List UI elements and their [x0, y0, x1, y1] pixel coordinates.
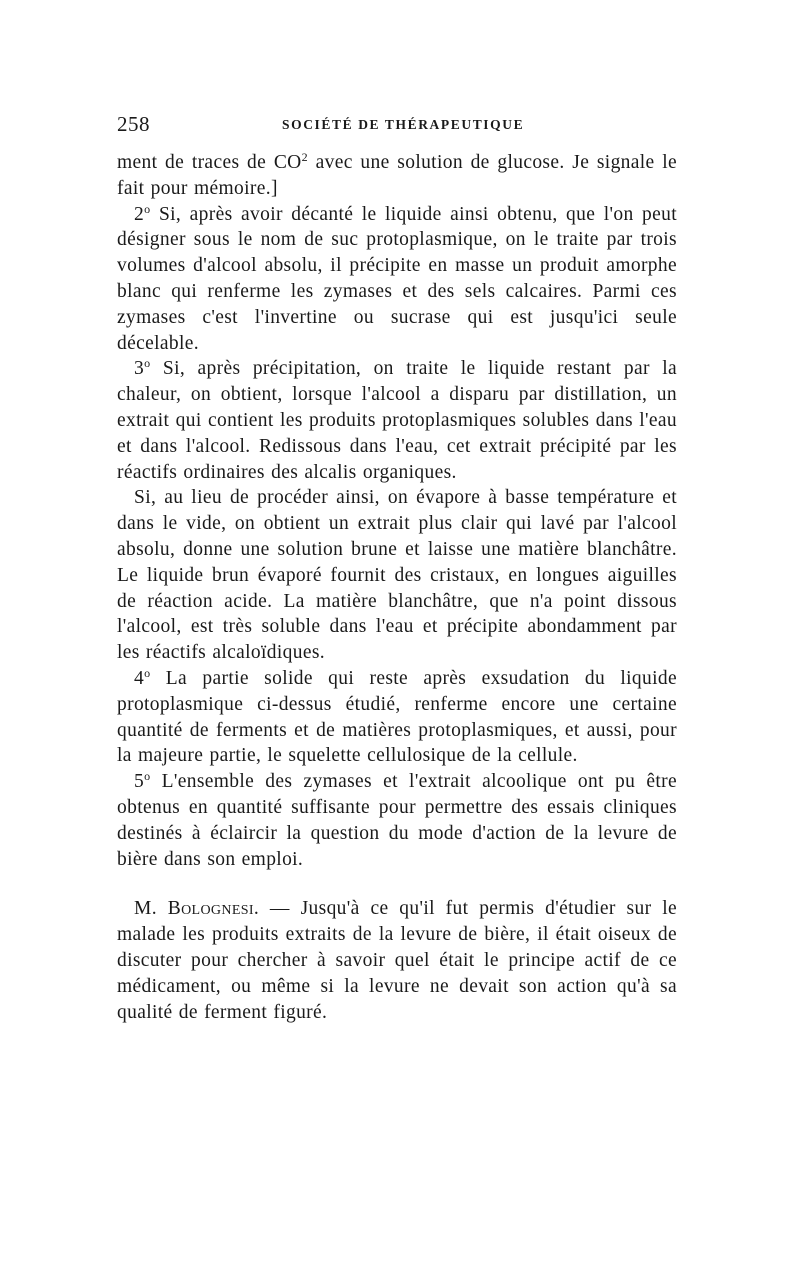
paragraph-continuation [117, 150, 677, 202]
paragraph-item-3 [117, 356, 677, 485]
body-text [117, 150, 677, 1025]
paragraph-text: L'ensemble des zymases et l'extrait alcoolique ont pu être obtenus en quantité suffisante pour permettre des essais cliniques destinés à éclaircir la question du mode d'action de la levure de bière dans son emploi. [117, 771, 677, 870]
ordinal-suffix: o [144, 665, 151, 680]
speaker-suffix: . — [253, 898, 301, 920]
ordinal-suffix: o [144, 201, 151, 216]
discussion-paragraph [117, 896, 677, 1025]
page-header [117, 112, 677, 142]
paragraph-text: La partie solide qui reste après exsudation du liquide protoplasmique ci-dessus étudié, renferme encore une certaine quantité de ferments et de matières protoplasmiques, et aussi, pour la majeure partie, le squelette cellulosique de la cellule. [117, 667, 677, 767]
speaker-prefix: M. [134, 898, 168, 920]
paragraph-alternative-method [117, 485, 677, 666]
speaker-name: Bolognesi [167, 898, 254, 920]
paragraph-item-2 [117, 202, 677, 357]
paragraph-text: Si, après avoir décanté le liquide ainsi obtenu, que l'on peut désigner sous le nom de suc protoplasmique, on le traite par trois volumes d'alcool absolu, il précipite en masse un produit amorphe blanc qui renferme les zymases et des sels calcaires. Parmi ces zymases c'est l'invertine ou sucrase qui est jusqu'ici seule décelable. [117, 203, 677, 354]
item-number: 5 [134, 771, 145, 793]
text-segment: avec une solution de glucose. Je signale le fait pour mémoire.] [117, 152, 677, 199]
running-title: SOCIÉTÉ DE THÉRAPEUTIQUE [282, 117, 525, 132]
discussion-text: Jusqu'à ce qu'il fut permis d'étudier sur le malade les produits extraits de la levure de bière, il était oiseux de discuter pour chercher à savoir quel était le principe actif de ce médicament, ou même si la levure ne devait son action qu'à sa qualité de ferment figuré. [117, 898, 678, 1023]
item-number: 4 [134, 667, 145, 689]
paragraph-item-4 [117, 666, 677, 769]
paragraph-text: Si, au lieu de procéder ainsi, on évapore à basse température et dans le vide, on obtient un extrait plus clair qui lavé par l'alcool absolu, donne une solution brune et laisse une matière blanchâtre. Le liquide brun évaporé fournit des cristaux, en longues aiguilles de réaction acide. La matière blanchâtre, que n'a point dissous l'alcool, est très soluble dans l'eau et précipite abondamment par les réactifs alcaloïdiques. [117, 487, 677, 664]
superscript: 2 [301, 150, 308, 164]
item-number: 3 [134, 358, 145, 380]
ordinal-suffix: o [144, 356, 151, 371]
paragraph-item-5 [117, 769, 677, 872]
page-number: 258 [117, 112, 150, 136]
ordinal-suffix: o [144, 769, 151, 784]
text-segment: ment de traces de CO [117, 152, 302, 173]
item-number: 2 [134, 203, 145, 225]
paragraph-text: Si, après précipitation, on traite le liquide restant par la chaleur, on obtient, lorsque l'alcool a disparu par distillation, un extrait qui contient les produits protoplasmiques solubles dans l'eau et dans l'alcool. Redissous dans l'eau, cet extrait précipité par les réactifs ordinaires des alcalis organiques. [117, 358, 677, 483]
